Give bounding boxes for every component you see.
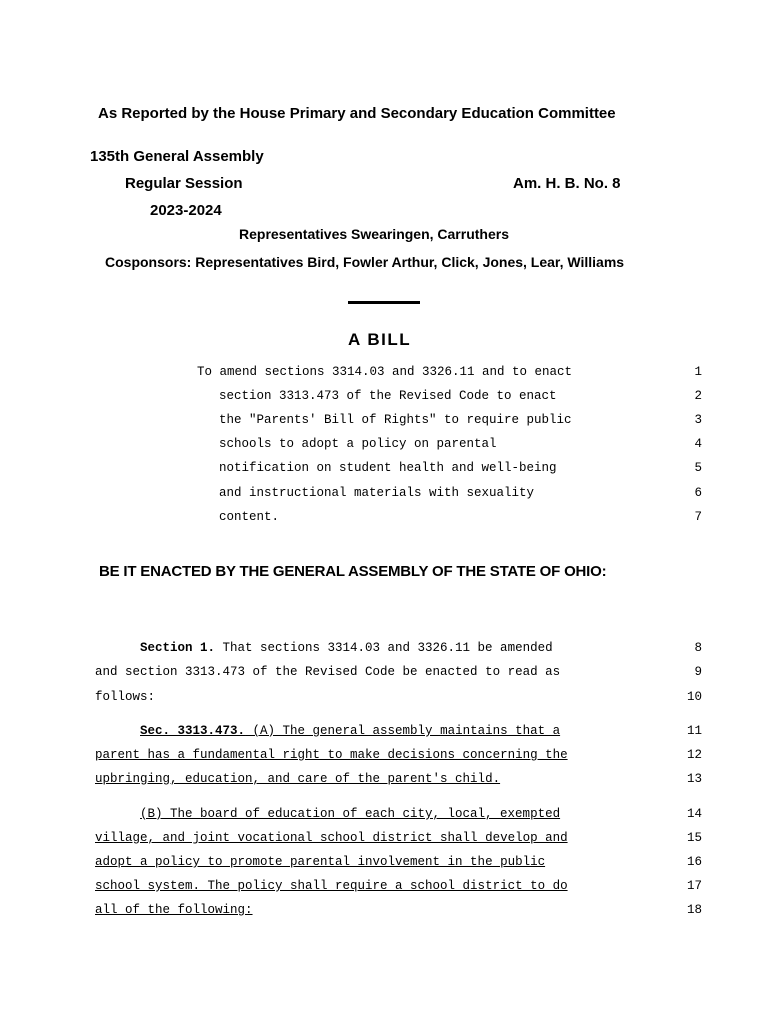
title-rule — [348, 301, 420, 304]
cosponsors-line: Cosponsors: Representatives Bird, Fowler Arthur, Click, Jones, Lear, Williams — [105, 254, 625, 270]
line-number: 9 — [694, 665, 702, 679]
title-line: and instructional materials with sexuality — [219, 486, 535, 500]
representatives-line: Representatives Swearingen, Carruthers — [239, 226, 509, 242]
section-1-line — [140, 641, 553, 655]
line-number: 13 — [686, 772, 702, 786]
sec-label: Sec. 3313.473. — [140, 724, 246, 738]
line-number: 15 — [686, 831, 702, 845]
line-number: 4 — [694, 437, 702, 451]
bill-number: Am. H. B. No. 8 — [513, 175, 621, 192]
section-1-line: and section 3313.473 of the Revised Code be enacted to read as — [95, 665, 561, 679]
line-number: 12 — [686, 748, 702, 762]
line-number: 18 — [686, 903, 702, 917]
line-number: 1 — [694, 365, 702, 379]
bill-title: A BILL — [348, 330, 412, 349]
sec-a-line: upbringing, education, and care of the parent's child. — [95, 772, 501, 786]
line-number: 11 — [686, 724, 702, 738]
section-1-line: follows: — [95, 690, 156, 704]
section-1-label: Section 1. — [140, 641, 216, 655]
title-line: To amend sections 3314.03 and 3326.11 and to enact — [197, 365, 573, 379]
title-line: section 3313.473 of the Revised Code to enact — [219, 389, 557, 403]
line-number: 3 — [694, 413, 702, 427]
line-number: 8 — [694, 641, 702, 655]
reported-by-line: As Reported by the House Primary and Secondary Education Committee — [98, 105, 616, 122]
line-number: 10 — [686, 690, 702, 704]
line-number: 17 — [686, 879, 702, 893]
title-line: schools to adopt a policy on parental — [219, 437, 497, 451]
line-number: 2 — [694, 389, 702, 403]
line-number: 5 — [694, 461, 702, 475]
title-line: notification on student health and well-being — [219, 461, 557, 475]
sec-a-text: (A) The general assembly maintains that a — [245, 724, 561, 738]
assembly-line: 135th General Assembly — [90, 148, 264, 165]
line-number: 14 — [686, 807, 702, 821]
sec-a-line — [140, 724, 560, 738]
sec-b-line: adopt a policy to promote parental involvement in the public — [95, 855, 546, 869]
line-number: 16 — [686, 855, 702, 869]
session-line: Regular Session — [125, 175, 243, 192]
enacting-clause: BE IT ENACTED BY THE GENERAL ASSEMBLY OF THE STATE OF OHIO: — [99, 563, 607, 580]
sec-b-line: village, and joint vocational school district shall develop and — [95, 831, 568, 845]
title-line: content. — [219, 510, 280, 524]
line-number: 7 — [694, 510, 702, 524]
line-number: 6 — [694, 486, 702, 500]
sec-b-line: all of the following: — [95, 903, 253, 917]
title-line: the "Parents' Bill of Rights" to require public — [219, 413, 572, 427]
section-1-text: That sections 3314.03 and 3326.11 be amended — [215, 641, 553, 655]
sec-a-line: parent has a fundamental right to make decisions concerning the — [95, 748, 568, 762]
sec-b-line: (B) The board of education of each city, local, exempted — [140, 807, 561, 821]
sec-b-line: school system. The policy shall require a school district to do — [95, 879, 568, 893]
session-years: 2023-2024 — [150, 202, 222, 219]
